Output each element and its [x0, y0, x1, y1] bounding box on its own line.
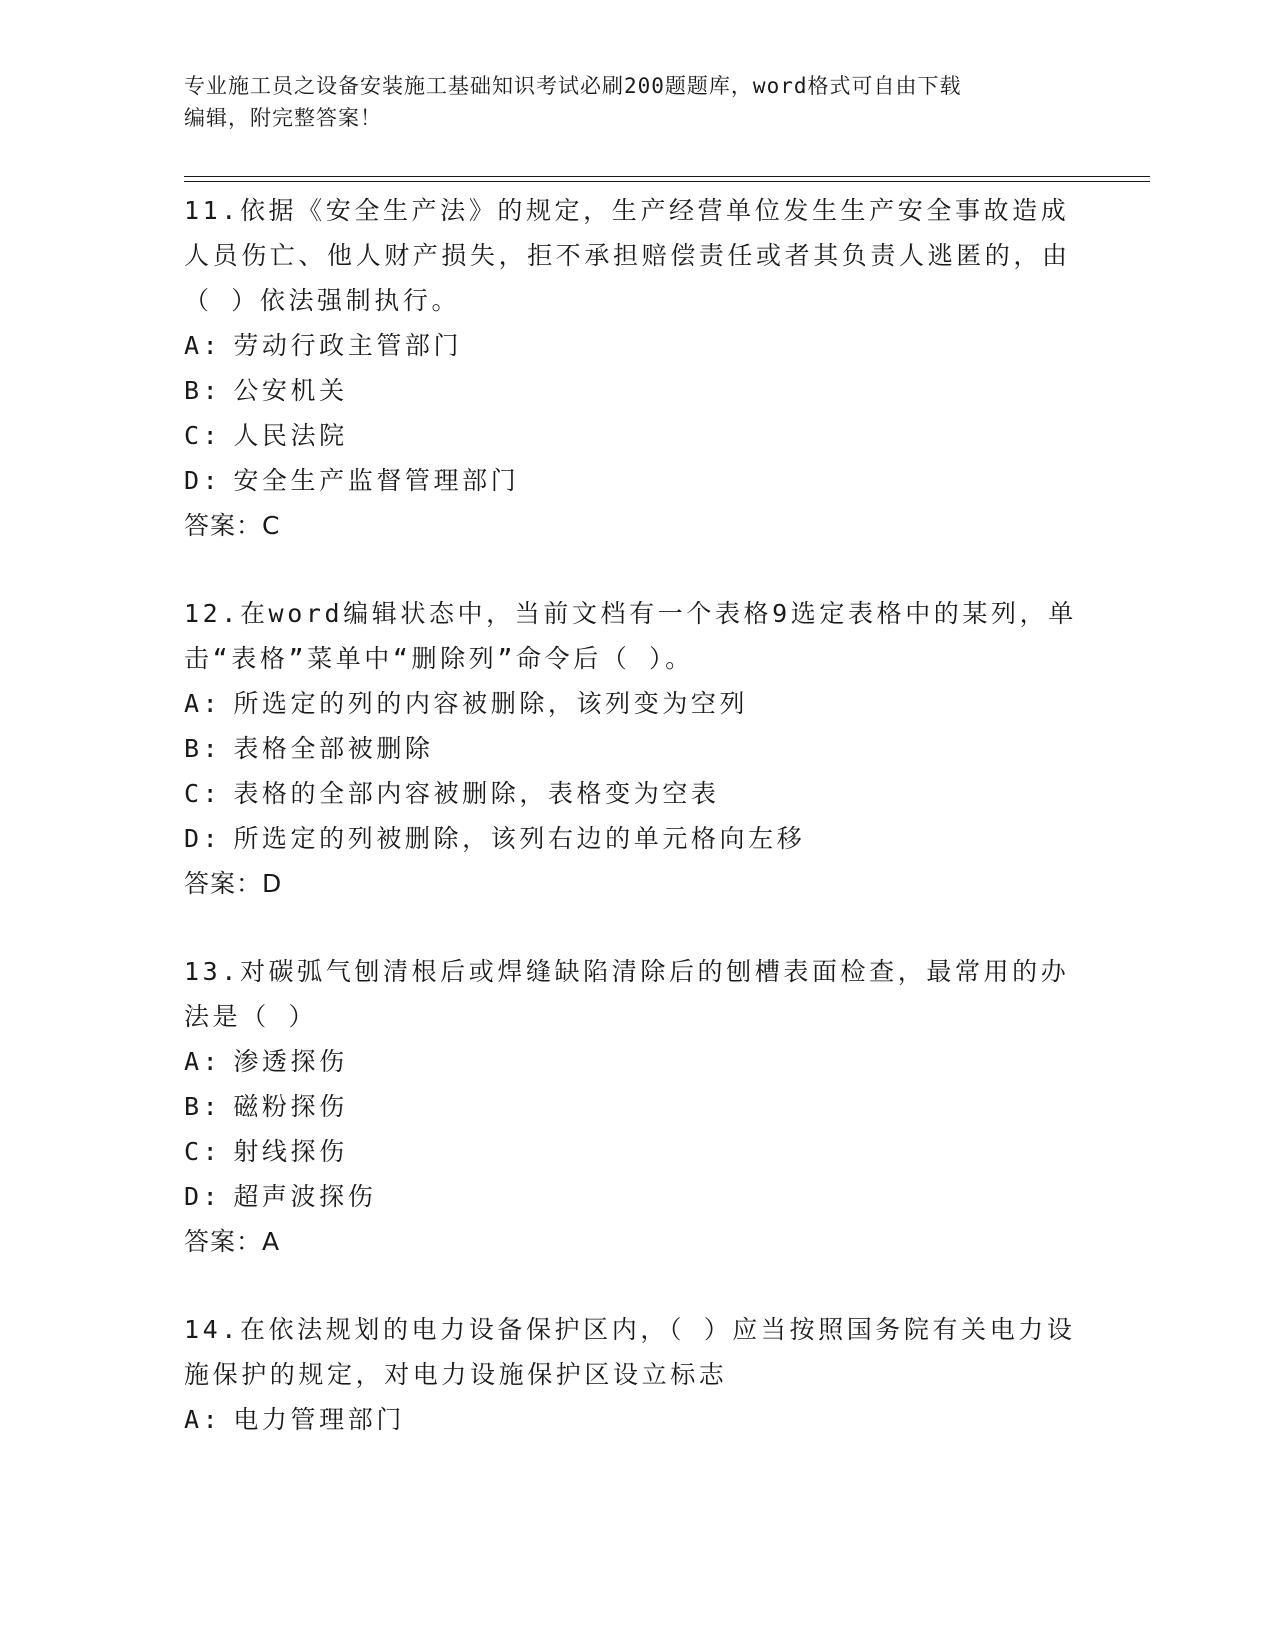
- option-letter: C:: [184, 421, 222, 450]
- option-c: [184, 1129, 1084, 1174]
- option-c: [184, 771, 1084, 816]
- option-b: [184, 726, 1084, 771]
- option-a: [184, 1397, 1084, 1442]
- option-list: [184, 1397, 1084, 1442]
- option-d: [184, 458, 1084, 503]
- option-letter: B:: [184, 1092, 222, 1121]
- option-list: [184, 1039, 1084, 1219]
- option-b: [184, 368, 1084, 413]
- answer-label: 答案：: [184, 511, 263, 540]
- answer-line: [184, 861, 1084, 906]
- option-text: 人民法院: [233, 421, 348, 450]
- option-text: 表格全部被删除: [233, 734, 434, 763]
- option-letter: B:: [184, 376, 222, 405]
- option-letter: B:: [184, 734, 222, 763]
- option-b: [184, 1084, 1084, 1129]
- answer-value: C: [262, 511, 281, 540]
- document-header: [184, 70, 1064, 134]
- option-a: [184, 681, 1084, 726]
- option-text: 表格的全部内容被删除，表格变为空表: [233, 779, 720, 808]
- option-letter: D:: [184, 824, 222, 853]
- option-text: 射线探伤: [233, 1137, 348, 1166]
- answer-line: [184, 503, 1084, 548]
- header-divider-top: [184, 176, 1150, 177]
- option-text: 公安机关: [233, 376, 348, 405]
- question-stem: 11.依据《安全生产法》的规定，生产经营单位发生生产安全事故造成人员伤亡、他人财产损失，拒不承担赔偿责任或者其负责人逃匿的，由（ ）依法强制执行。: [184, 196, 1071, 315]
- option-list: [184, 323, 1084, 503]
- option-letter: C:: [184, 779, 222, 808]
- option-text: 所选定的列被删除，该列右边的单元格向左移: [233, 824, 806, 853]
- question-14: [184, 1307, 1084, 1442]
- answer-line: [184, 1219, 1084, 1264]
- option-letter: C:: [184, 1137, 222, 1166]
- option-d: [184, 816, 1084, 861]
- answer-value: D: [262, 869, 283, 898]
- option-a: [184, 323, 1084, 368]
- option-letter: D:: [184, 1182, 222, 1211]
- header-line-1: 专业施工员之设备安装施工基础知识考试必刷200题题库，word格式可自由下载: [184, 74, 962, 98]
- option-letter: D:: [184, 466, 222, 495]
- option-a: [184, 1039, 1084, 1084]
- option-c: [184, 413, 1084, 458]
- option-text: 电力管理部门: [233, 1405, 405, 1434]
- option-text: 磁粉探伤: [233, 1092, 348, 1121]
- option-letter: A:: [184, 331, 222, 360]
- question-12: [184, 591, 1084, 906]
- option-d: [184, 1174, 1084, 1219]
- option-text: 安全生产监督管理部门: [233, 466, 520, 495]
- option-text: 超声波探伤: [233, 1182, 377, 1211]
- option-text: 劳动行政主管部门: [233, 331, 463, 360]
- question-stem: 13.对碳弧气刨清根后或焊缝缺陷清除后的刨槽表面检查，最常用的办法是（ ）: [184, 957, 1070, 1031]
- option-list: [184, 681, 1084, 861]
- option-letter: A:: [184, 689, 222, 718]
- option-letter: A:: [184, 1405, 222, 1434]
- option-letter: A:: [184, 1047, 222, 1076]
- answer-label: 答案：: [184, 869, 263, 898]
- answer-value: A: [262, 1227, 281, 1256]
- option-text: 所选定的列的内容被删除，该列变为空列: [233, 689, 749, 718]
- question-stem: 14.在依法规划的电力设备保护区内，（ ）应当按照国务院有关电力设施保护的规定，对电力设施保护区设立标志: [184, 1315, 1076, 1389]
- question-list: [184, 188, 1084, 1485]
- question-13: [184, 949, 1084, 1264]
- question-11: [184, 188, 1084, 548]
- question-stem: 12.在word编辑状态中，当前文档有一个表格9选定表格中的某列，单击“表格”菜单中“删除列”命令后（ ）。: [184, 599, 1077, 673]
- option-text: 渗透探伤: [233, 1047, 348, 1076]
- header-divider-bottom: [184, 181, 1150, 182]
- header-line-2: 编辑，附完整答案！: [184, 106, 382, 130]
- answer-label: 答案：: [184, 1227, 263, 1256]
